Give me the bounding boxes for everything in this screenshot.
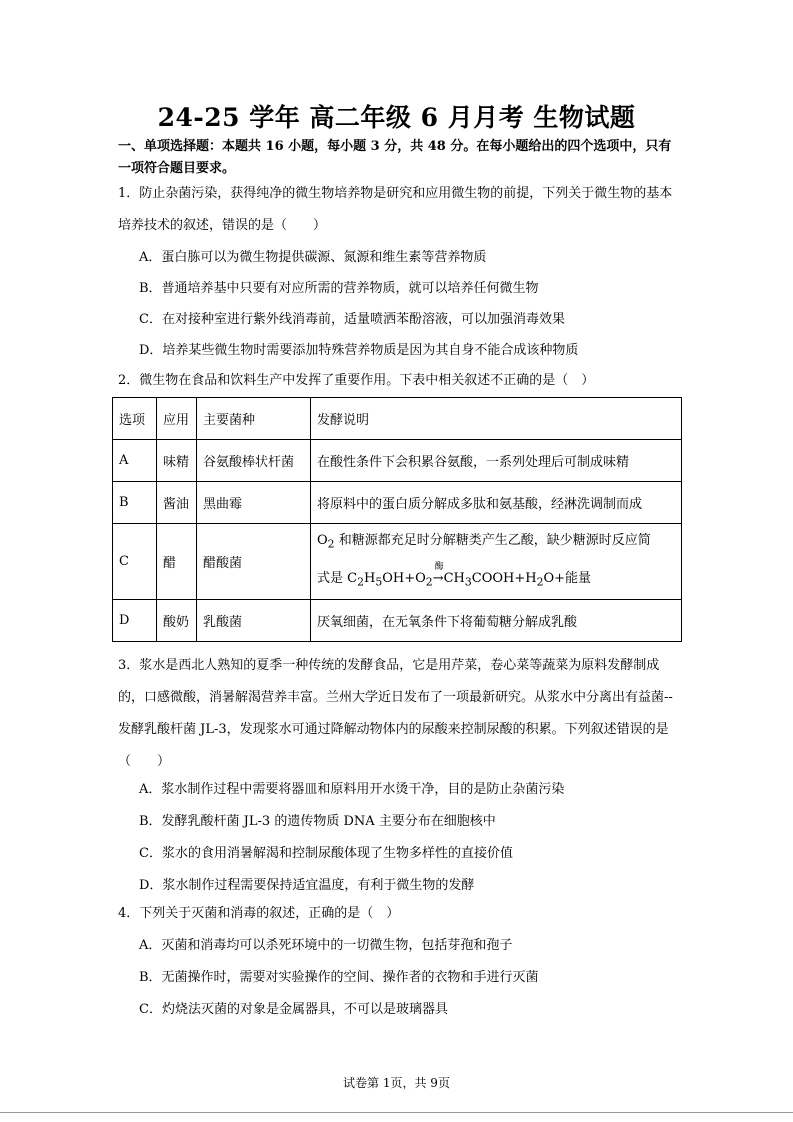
bottom-divider [0,1112,793,1113]
question-1-option-c: C．在对接种室进行紫外线消毒前，适量喷洒苯酚溶液，可以加强消毒效果 [139,312,565,327]
table-header-cell: 发酵说明 [311,398,682,440]
table-cell: C [113,524,157,600]
page-footer: 试卷第 1页，共 9页 [343,1076,450,1090]
table-header-cell: 选项 [113,398,157,440]
equation-text: H [363,570,376,586]
table-cell: 谷氨酸棒状杆菌 [197,440,311,482]
question-3-option-d: D．浆水制作过程需要保持适宜温度，有利于微生物的发酵 [139,878,475,893]
equation-text: 和糖源都充足时分解糖类产生乙酸，缺少糖源时反应简 [338,533,651,548]
question-3-stem: 3．浆水是西北人熟知的夏季一种传统的发酵食品，它是用芹菜，卷心菜等蔬菜为原料发酵制成的，口感微酸，消暑解渴营养丰富。兰州大学近日发布了一项最新研究。从浆水中分离出有益菌--发酵乳酸杆菌 JL-3，发现浆水可通过降解动物体内的尿酸来控制尿酸的积累。下列叙述错误的是（ ） [118,658,673,769]
question-1-option-b: B．普通培养基中只要有对应所需的营养物质，就可以培养任何微生物 [139,281,539,296]
table-cell: 酸奶 [157,600,197,642]
table-header-cell: 主要菌种 [197,398,311,440]
equation-text: O+能量 [543,570,592,586]
equation-text: CH [443,570,465,586]
table-row [113,440,682,482]
table-cell: 乳酸菌 [197,600,311,642]
question-4-stem: 4．下列关于灭菌和消毒的叙述，正确的是（ ） [118,906,400,921]
question-1-option-a: A．蛋白胨可以为微生物提供碳源、氮源和维生素等营养物质 [139,250,487,265]
table-cell: 将原料中的蛋白质分解成多肽和氨基酸，经淋洗调制而成 [311,482,682,524]
table-cell: 酱油 [157,482,197,524]
table-cell: 味精 [157,440,197,482]
table-row [113,482,682,524]
table-header-cell: 应用 [157,398,197,440]
equation-text: 式是 C [317,570,358,586]
section-heading: 一、单项选择题：本题共 16 小题，每小题 3 分，共 48 分。在每小题给出的四个选项中，只有一项符合题目要求。 [118,139,672,176]
question-4-option-a: A．灭菌和消毒均可以杀死环境中的一切微生物，包括芽孢和孢子 [139,938,513,953]
table-header-row [113,398,682,440]
question-2-stem: 2．微生物在食品和饮料生产中发挥了重要作用。下表中相关叙述不正确的是（ ） [118,373,595,388]
table-cell: 醋 [157,524,197,600]
enzyme-label: 酶 [434,561,444,572]
question-1-stem: 1．防止杂菌污染，获得纯净的微生物培养物是研究和应用微生物的前提，下列关于微生物的基本培养技术的叙述，错误的是（ ） [118,186,673,233]
equation-text: OH+O [382,570,426,586]
question-4-option-c: C．灼烧法灭菌的对象是金属器具，不可以是玻璃器具 [139,1002,448,1017]
reaction-arrow: 酶 → [433,562,444,596]
table-cell: D [113,600,157,642]
table-cell: 在酸性条件下会积累谷氨酸，一系列处理后可制成味精 [311,440,682,482]
question-3-option-a: A．浆水制作过程中需要将器皿和原料用开水烫干净，目的是防止杂菌污染 [139,782,565,797]
question-4-option-b: B．无菌操作时，需要对实验操作的空间、操作者的衣物和手进行灭菌 [139,970,539,985]
table-cell: 厌氧细菌，在无氧条件下将葡萄糖分解成乳酸 [311,600,682,642]
question-3-option-b: B．发酵乳酸杆菌 JL-3 的遗传物质 DNA 主要分布在细胞核中 [139,814,496,829]
table-row [113,600,682,642]
question-3-option-c: C．浆水的食用消暑解渴和控制尿酸体现了生物多样性的直接价值 [139,846,513,861]
equation-text: COOH+H [471,570,537,586]
table-cell: 醋酸菌 [197,524,311,600]
table-cell: B [113,482,157,524]
question-1-option-d: D．培养某些微生物时需要添加特殊营养物质是因为其自身不能合成该种物质 [139,343,579,358]
table-cell: 黑曲霉 [197,482,311,524]
equation-line-1: $O_2$ 和糖源都充足时分解糖类产生乙酸，缺少糖源时反应简 [317,533,651,551]
page-title: 24-25 学年 高二年级 6 月月考 生物试题 [157,103,636,132]
table-cell: A [113,440,157,482]
table-row [113,524,682,600]
question-2-table [112,397,682,642]
table-cell-equation [311,524,682,600]
equation-line-2: 式是 $C_2H_5OH+O_2$ 酶 $\to CH_3COOH+H_2O+$能量 [317,562,675,600]
